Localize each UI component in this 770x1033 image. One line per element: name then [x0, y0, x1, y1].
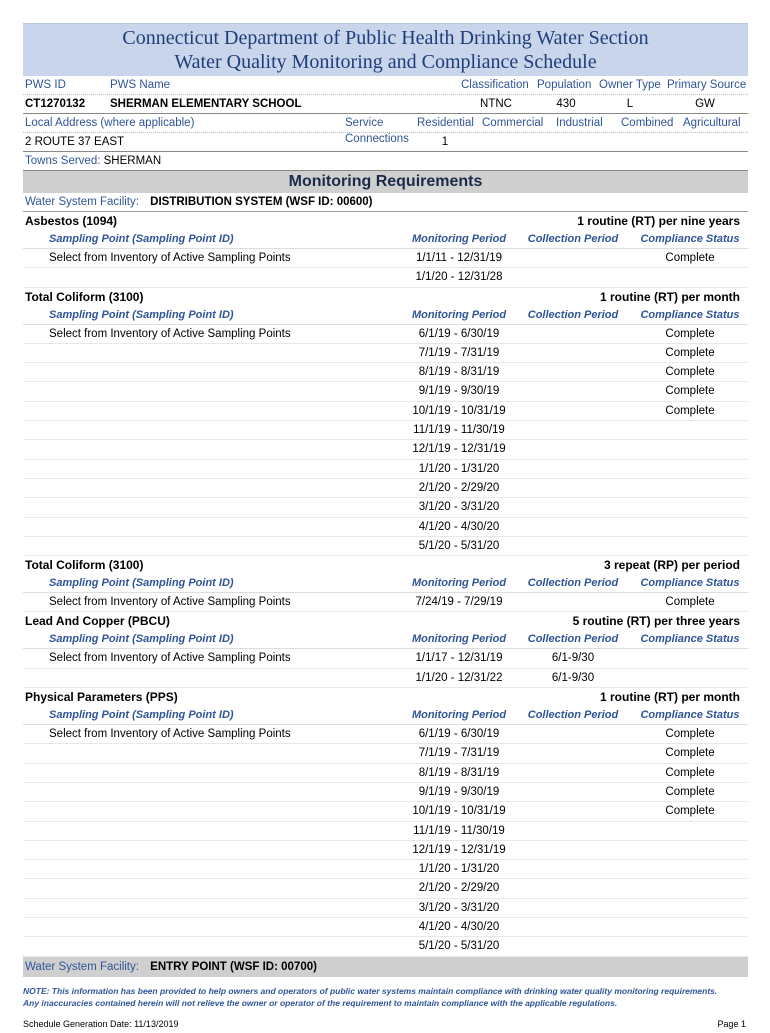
table-row: [23, 498, 748, 517]
monitoring-period-cell: 5/1/20 - 5/31/20: [418, 940, 500, 953]
monitoring-period-cell: 9/1/19 - 9/30/19: [418, 385, 500, 398]
compliance-status-cell: Complete: [665, 766, 715, 779]
facility-name: DISTRIBUTION SYSTEM (WSF ID: 00600): [150, 196, 373, 208]
service-connections-label-1: Service: [345, 117, 384, 129]
monitoring-period-cell: 1/1/17 - 12/31/19: [415, 652, 503, 665]
table-row: [23, 440, 748, 459]
collection-period-cell: 6/1-9/30: [551, 671, 595, 684]
primary-source-label: Primary Source: [667, 79, 747, 91]
table-row: [23, 841, 748, 860]
compliance-status-cell: Complete: [665, 728, 715, 741]
monitoring-period-cell: 11/1/19 - 11/30/19: [413, 424, 505, 437]
compliance-status-cell: Complete: [665, 327, 715, 340]
monitoring-period-cell: 6/1/19 - 6/30/19: [418, 327, 500, 340]
parameter-row: [23, 688, 748, 706]
col-compliance-status: Compliance Status: [640, 633, 740, 646]
note-line-1: NOTE: This information has been provided to help owners and operators of public water systems maintain compliance with drinking water quality monitoring requirements.: [23, 985, 718, 996]
col-collection-period: Collection Period: [527, 233, 619, 245]
monitoring-period-cell: 8/1/19 - 8/31/19: [418, 766, 500, 779]
facility-distribution-system: [23, 193, 748, 212]
col-collection-period: Collection Period: [527, 709, 619, 722]
towns-row: [23, 152, 748, 171]
monitoring-period-cell: 10/1/19 - 10/31/19: [412, 805, 506, 818]
parameter-name: Asbestos (1094): [25, 214, 118, 228]
sampling-point-cell: Select from Inventory of Active Sampling Points: [49, 327, 291, 340]
monitoring-period-cell: 1/1/20 - 12/31/22: [415, 671, 503, 684]
title-line-2: Water Quality Monitoring and Compliance Schedule: [174, 51, 597, 73]
compliance-status-cell: Complete: [665, 385, 715, 398]
monitoring-period-cell: 9/1/19 - 9/30/19: [418, 785, 500, 798]
generation-date-value: 11/13/2019: [134, 1018, 179, 1029]
compliance-status-cell: Complete: [665, 596, 715, 609]
compliance-status-cell: Complete: [665, 346, 715, 359]
collection-period-cell: 6/1-9/30: [551, 652, 595, 665]
table-row: [23, 860, 748, 879]
page-footer: [23, 1015, 748, 1031]
parameter-frequency: 1 routine (RT) per nine years: [577, 214, 740, 228]
monitoring-period-cell: 8/1/19 - 8/31/19: [418, 366, 500, 379]
table-row: [23, 344, 748, 363]
monitoring-period-cell: 1/1/20 - 12/31/28: [415, 271, 503, 284]
monitoring-period-cell: 1/1/20 - 1/31/20: [418, 462, 500, 475]
document-title: [23, 23, 748, 76]
system-labels-row: [23, 76, 748, 95]
parameter-frequency: 1 routine (RT) per month: [600, 289, 740, 304]
compliance-status-cell: Complete: [665, 785, 715, 798]
table-row: [23, 268, 748, 287]
address-value: 2 ROUTE 37 EAST: [25, 136, 125, 148]
classification-label: Classification: [461, 79, 529, 91]
table-row: [23, 802, 748, 821]
col-monitoring-period: Monitoring Period: [411, 577, 507, 590]
table-row: [23, 899, 748, 918]
col-monitoring-period: Monitoring Period: [411, 308, 507, 321]
table-row: [23, 764, 748, 783]
compliance-status-cell: Complete: [665, 404, 715, 417]
table-row: [23, 382, 748, 401]
parameter-row: [23, 288, 748, 306]
column-header-row: [23, 706, 748, 725]
schedule-page: [23, 23, 748, 1031]
monitoring-period-cell: 1/1/20 - 1/31/20: [418, 863, 500, 876]
residential-value: 1: [441, 136, 449, 148]
column-header-row: [23, 630, 748, 649]
population-label: Population: [537, 79, 592, 91]
facility-entry-point: [23, 957, 748, 977]
classification-value: NTNC: [480, 98, 512, 110]
parameter-frequency: 5 routine (RT) per three years: [572, 614, 740, 629]
residential-label: Residential: [417, 117, 474, 129]
facility-label: Water System Facility:: [25, 960, 139, 973]
col-sampling-point: Sampling Point (Sampling Point ID): [49, 633, 234, 646]
table-row: [23, 937, 748, 956]
table-row: [23, 402, 748, 421]
monitoring-period-cell: 1/1/11 - 12/31/19: [415, 252, 503, 264]
column-header-row: [23, 574, 748, 593]
monitoring-period-cell: 12/1/19 - 12/31/19: [412, 443, 506, 456]
monitoring-groups: [23, 212, 748, 957]
facility-label: Water System Facility:: [25, 196, 139, 208]
column-header-row: [23, 306, 748, 325]
system-values-row: [23, 95, 748, 114]
col-compliance-status: Compliance Status: [640, 577, 740, 590]
table-row: [23, 518, 748, 537]
col-collection-period: Collection Period: [527, 577, 619, 590]
parameter-name: Total Coliform (3100): [25, 558, 144, 573]
sampling-point-cell: Select from Inventory of Active Sampling Points: [49, 728, 291, 741]
col-sampling-point: Sampling Point (Sampling Point ID): [49, 709, 234, 722]
agricultural-label: Agricultural: [683, 117, 741, 129]
towns-served-value: SHERMAN: [103, 155, 162, 167]
monitoring-period-cell: 7/1/19 - 7/31/19: [418, 346, 500, 359]
compliance-status-cell: Complete: [665, 252, 715, 264]
parameter-row: [23, 556, 748, 574]
towns-served: [25, 152, 161, 170]
col-compliance-status: Compliance Status: [640, 308, 740, 321]
monitoring-period-cell: 7/1/19 - 7/31/19: [418, 747, 500, 760]
col-sampling-point: Sampling Point (Sampling Point ID): [49, 577, 234, 590]
monitoring-period-cell: 2/1/20 - 2/29/20: [418, 882, 500, 895]
col-sampling-point: Sampling Point (Sampling Point ID): [49, 308, 234, 321]
pws-id-value: CT1270132: [25, 98, 86, 110]
col-compliance-status: Compliance Status: [640, 233, 740, 245]
primary-source-value: GW: [695, 98, 715, 110]
col-monitoring-period: Monitoring Period: [411, 233, 507, 245]
monitoring-period-cell: 4/1/20 - 4/30/20: [418, 921, 500, 934]
towns-served-label: Towns Served:: [25, 155, 101, 167]
monitoring-period-cell: 3/1/20 - 3/31/20: [418, 501, 500, 514]
pws-id-label: PWS ID: [25, 79, 66, 91]
table-row: [23, 363, 748, 382]
parameter-frequency: 3 repeat (RP) per period: [603, 558, 740, 573]
combined-label: Combined: [621, 117, 674, 129]
parameter-row: [23, 612, 748, 630]
parameter-name: Lead And Copper (PBCU): [25, 614, 170, 629]
note-line-2: Any inaccuracies contained herein will not relieve the owner or operator of the requirement to maintain compliance with the applicable regulations.: [23, 997, 618, 1008]
monitoring-period-cell: 6/1/19 - 6/30/19: [418, 728, 500, 741]
table-row: [23, 421, 748, 440]
address-values-row: [23, 133, 748, 152]
page-number: Page 1: [717, 1018, 746, 1029]
table-row: [23, 537, 748, 556]
table-row: [23, 669, 748, 688]
table-row: [23, 918, 748, 937]
local-address-label: Local Address (where applicable): [25, 117, 195, 129]
compliance-status-cell: Complete: [665, 747, 715, 760]
monitoring-period-cell: 7/24/19 - 7/29/19: [415, 596, 503, 609]
commercial-label: Commercial: [482, 117, 544, 129]
table-row: [23, 879, 748, 898]
table-row: [23, 783, 748, 802]
table-row: [23, 725, 748, 744]
title-line-1: Connecticut Department of Public Health Drinking Water Section: [122, 27, 649, 49]
disclaimer-note: [23, 985, 748, 1009]
table-row: [23, 249, 748, 268]
monitoring-period-cell: 3/1/20 - 3/31/20: [418, 901, 500, 914]
facility-name: ENTRY POINT (WSF ID: 00700): [150, 960, 317, 973]
compliance-status-cell: Complete: [665, 366, 715, 379]
table-row: [23, 593, 748, 612]
pws-name-label: PWS Name: [110, 79, 171, 91]
col-collection-period: Collection Period: [527, 308, 619, 321]
table-row: [23, 479, 748, 498]
industrial-label: Industrial: [556, 117, 603, 129]
monitoring-period-cell: 5/1/20 - 5/31/20: [418, 539, 500, 552]
parameter-name: Physical Parameters (PPS): [25, 690, 178, 705]
col-monitoring-period: Monitoring Period: [411, 633, 507, 646]
monitoring-period-cell: 2/1/20 - 2/29/20: [418, 481, 500, 494]
population-value: 430: [556, 98, 576, 110]
owner-type-value: L: [626, 98, 634, 110]
monitoring-period-cell: 10/1/19 - 10/31/19: [412, 404, 506, 417]
col-compliance-status: Compliance Status: [640, 709, 740, 722]
sampling-point-cell: Select from Inventory of Active Sampling Points: [49, 596, 291, 609]
col-sampling-point: Sampling Point (Sampling Point ID): [49, 233, 234, 245]
parameter-frequency: 1 routine (RT) per month: [600, 690, 740, 705]
table-row: [23, 325, 748, 344]
table-row: [23, 744, 748, 763]
column-header-row: [23, 230, 748, 249]
owner-type-label: Owner Type: [599, 79, 661, 91]
table-row: [23, 649, 748, 668]
sampling-point-cell: Select from Inventory of Active Sampling Points: [49, 252, 291, 264]
col-monitoring-period: Monitoring Period: [411, 709, 507, 722]
generation-date-label: Schedule Generation Date:: [23, 1018, 132, 1029]
parameter-name: Total Coliform (3100): [25, 289, 144, 304]
service-connections-label-2: Connections: [345, 133, 409, 145]
monitoring-period-cell: 4/1/20 - 4/30/20: [418, 520, 500, 533]
table-row: [23, 460, 748, 479]
parameter-row: [23, 212, 748, 230]
monitoring-period-cell: 11/1/19 - 11/30/19: [413, 824, 505, 837]
monitoring-requirements-heading: Monitoring Requirements: [23, 171, 748, 193]
pws-name-value: SHERMAN ELEMENTARY SCHOOL: [110, 98, 302, 110]
table-row: [23, 822, 748, 841]
monitoring-period-cell: 12/1/19 - 12/31/19: [412, 843, 506, 856]
col-collection-period: Collection Period: [527, 633, 619, 646]
sampling-point-cell: Select from Inventory of Active Sampling Points: [49, 652, 291, 665]
compliance-status-cell: Complete: [665, 805, 715, 818]
